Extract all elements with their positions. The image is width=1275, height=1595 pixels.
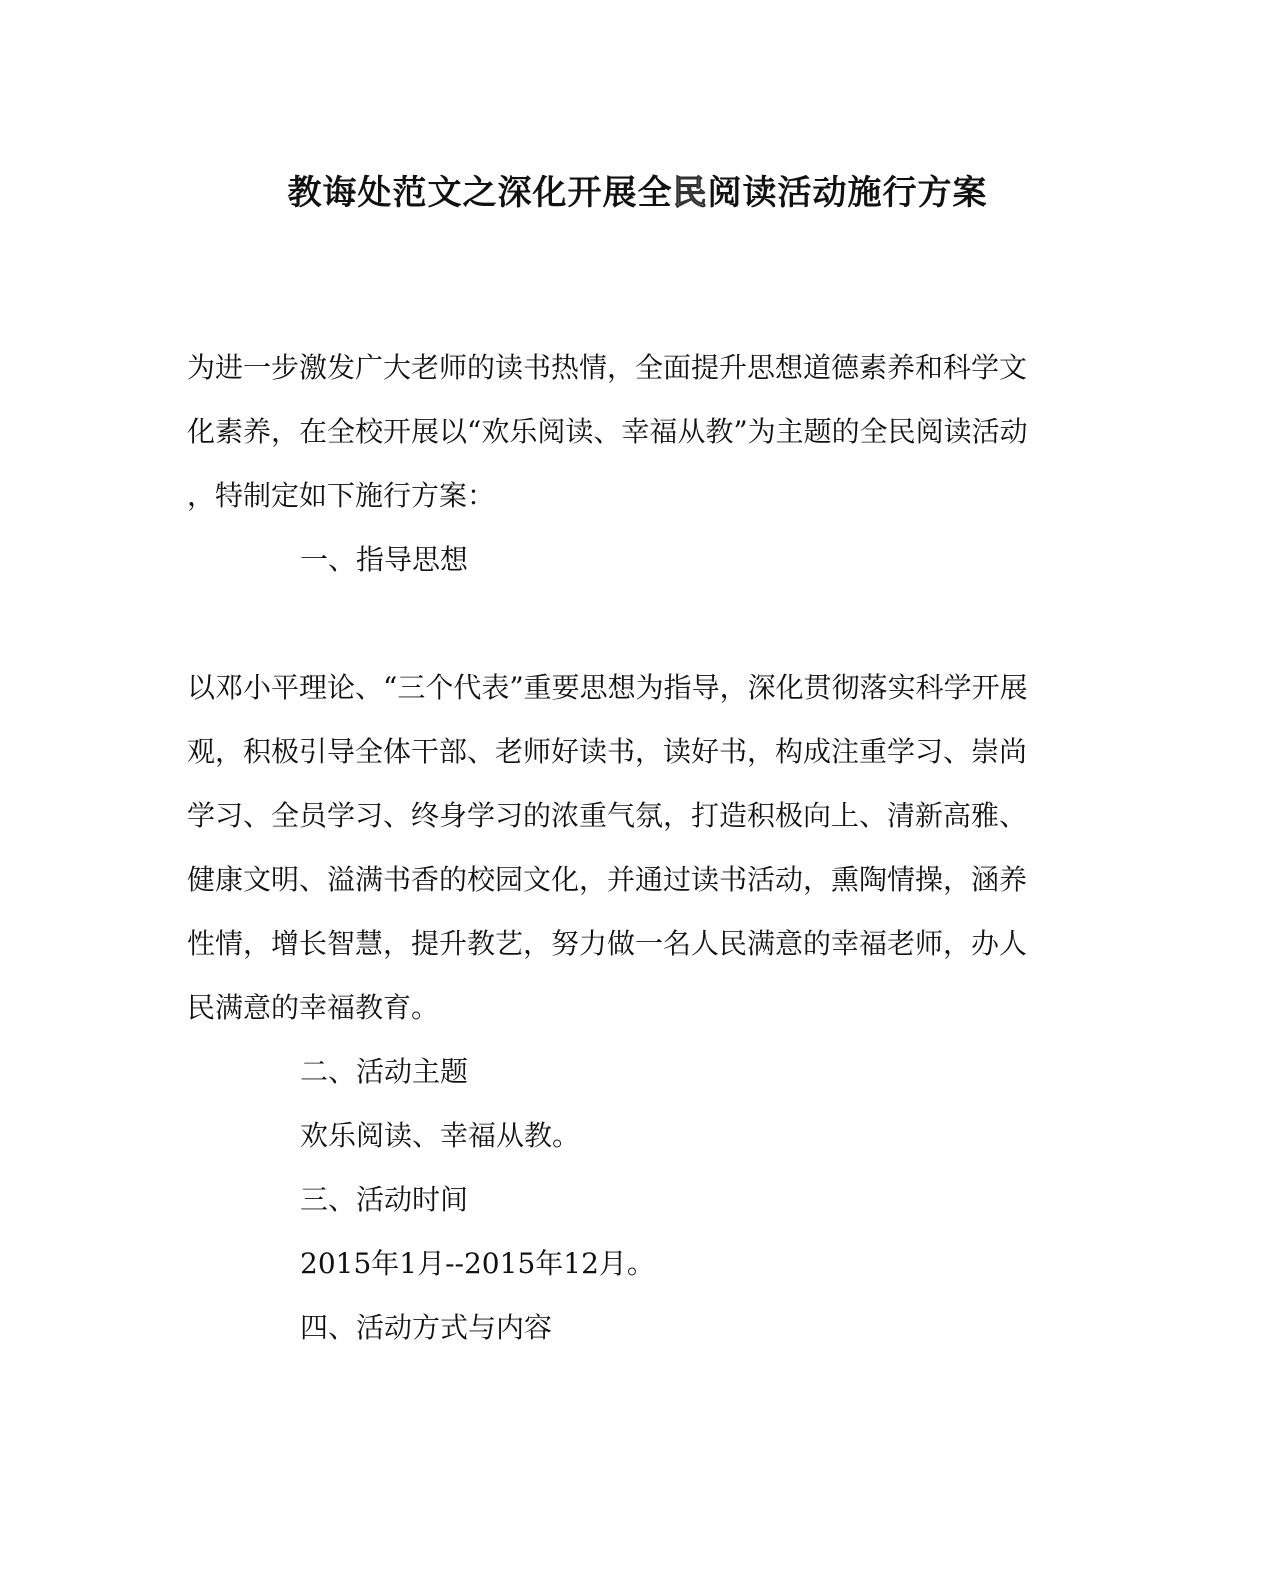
section1-line-5: 性情，增长智慧，提升教艺，努力做一名人民满意的幸福老师，办人 [187,927,1028,960]
section1-line-2: 观，积极引导全体干部、老师好读书，读好书，构成注重学习、崇尚 [187,735,1028,768]
title-text-before: 教诲处范文之深化开展全 [287,173,673,213]
section1-line-1: 以邓小平理论、“三个代表”重要思想为指导，深化贯彻落实科学开展 [187,671,1028,704]
intro-line-1: 为进一步激发广大老师的读书热情，全面提升思想道德素养和科学文 [187,351,1028,384]
section1-line-6: 民满意的幸福教育。 [187,991,440,1024]
section3-text: 2015年1月--2015年12月。 [300,1247,655,1280]
section1-line-4: 健康文明、溢满书香的校园文化，并通过读书活动，熏陶情操，涵养 [187,863,1028,896]
title-text-after: 阅读活动施行方案 [707,173,988,213]
title-outlined-char: 民 [672,173,708,213]
section2-text: 欢乐阅读、幸福从教。 [300,1119,581,1152]
document-title [0,168,1275,218]
intro-line-3: ，特制定如下施行方案： [187,479,496,512]
section4-heading: 四、活动方式与内容 [300,1311,553,1344]
intro-line-2: 化素养，在全校开展以“欢乐阅读、幸福从教”为主题的全民阅读活动 [187,415,1028,448]
section2-heading: 二、活动主题 [300,1055,469,1088]
section1-heading: 一、指导思想 [300,543,469,576]
section1-line-3: 学习、全员学习、终身学习的浓重气氛，打造积极向上、清新高雅、 [187,799,1028,832]
section3-heading: 三、活动时间 [300,1183,469,1216]
